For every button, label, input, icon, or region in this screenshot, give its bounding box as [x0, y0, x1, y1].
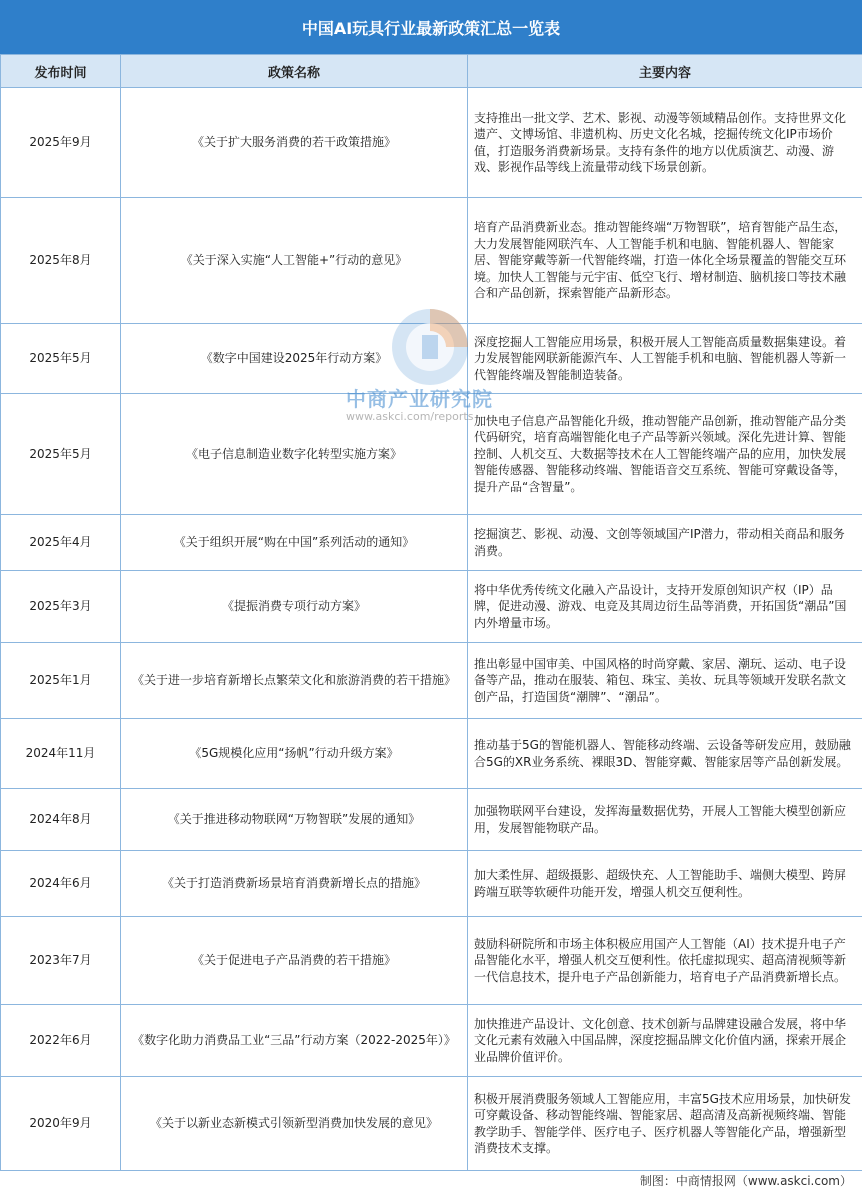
row-date: 2025年8月	[1, 198, 121, 324]
row-date: 2020年9月	[1, 1077, 121, 1171]
row-content: 将中华优秀传统文化融入产品设计，支持开发原创知识产权（IP）品牌，促进动漫、游戏、电竞及其周边衍生品等消费，开拓国货“潮品”国内外增量市场。	[468, 571, 862, 643]
row-date: 2025年1月	[1, 643, 121, 719]
row-content: 积极开展消费服务领域人工智能应用，丰富5G技术应用场景，加快研发可穿戴设备、移动智能终端、智能家居、超高清及高新视频终端、智能教学助手、智能学伴、医疗电子、医疗机器人等智能化产品，增强新型消费技术支撑。	[468, 1077, 862, 1171]
row-content: 支持推出一批文学、艺术、影视、动漫等领域精品创作。支持世界文化遗产、文博场馆、非遗机构、历史文化名城，挖掘传统文化IP市场价值，打造服务消费新场景。支持有条件的地方以优质演艺、动漫、游戏、影视作品等线上流量带动线下场景创新。	[468, 88, 862, 198]
table-row	[1, 917, 862, 1005]
row-content: 鼓励科研院所和市场主体积极应用国产人工智能（AI）技术提升电子产品智能化水平，增强人机交互便利性。依托虚拟现实、超高清视频等新一代信息技术，提升电子产品创新能力，培育电子产品消费新增长点。	[468, 917, 862, 1005]
row-content: 推出彰显中国审美、中国风格的时尚穿戴、家居、潮玩、运动、电子设备等产品，推动在服装、箱包、珠宝、美妆、玩具等领域开发联名款文创产品，打造国货“潮牌”、“潮品”。	[468, 643, 862, 719]
row-content: 挖掘演艺、影视、动漫、文创等领域国产IP潜力，带动相关商品和服务消费。	[468, 515, 862, 571]
row-policy-name: 《关于以新业态新模式引领新型消费加快发展的意见》	[121, 1077, 468, 1171]
row-date: 2024年6月	[1, 851, 121, 917]
header-content: 主要内容	[468, 55, 862, 88]
row-content: 加快推进产品设计、文化创意、技术创新与品牌建设融合发展，将中华文化元素有效融入中国品牌，深度挖掘品牌文化价值内涵，探索开展企业品牌价值评价。	[468, 1005, 862, 1077]
row-date: 2025年5月	[1, 324, 121, 394]
row-date: 2025年3月	[1, 571, 121, 643]
table-row	[1, 198, 862, 324]
policy-table	[0, 54, 862, 1171]
table-title: 中国AI玩具行业最新政策汇总一览表	[0, 0, 862, 54]
row-date: 2025年9月	[1, 88, 121, 198]
table-row	[1, 1005, 862, 1077]
row-policy-name: 《关于组织开展“购在中国”系列活动的通知》	[121, 515, 468, 571]
row-date: 2023年7月	[1, 917, 121, 1005]
table-row	[1, 515, 862, 571]
row-date: 2022年6月	[1, 1005, 121, 1077]
row-content: 推动基于5G的智能机器人、智能移动终端、云设备等研发应用，鼓励融合5G的XR业务系统、裸眼3D、智能穿戴、智能家居等产品创新发展。	[468, 719, 862, 789]
watermark-url: www.askci.com/reports	[346, 410, 474, 423]
row-policy-name: 《关于进一步培育新增长点繁荣文化和旅游消费的若干措施》	[121, 643, 468, 719]
table-row	[1, 643, 862, 719]
table-row	[1, 719, 862, 789]
row-date: 2024年8月	[1, 789, 121, 851]
row-date: 2024年11月	[1, 719, 121, 789]
table-row	[1, 789, 862, 851]
row-policy-name: 《提振消费专项行动方案》	[121, 571, 468, 643]
table-row	[1, 88, 862, 198]
row-content: 加快电子信息产品智能化升级，推动智能产品创新，推动智能产品分类代码研究，培育高端智能化电子产品等新兴领域。深化先进计算、智能控制、人机交互、大数据等技术在人工智能终端产品的应用，加快发展智能传感器、智能移动终端、智能语音交互系统、智能可穿戴设备等，提升产品“含智量”。	[468, 394, 862, 515]
row-policy-name: 《关于深入实施“人工智能+”行动的意见》	[121, 198, 468, 324]
row-policy-name: 《电子信息制造业数字化转型实施方案》	[121, 394, 468, 515]
row-date: 2025年5月	[1, 394, 121, 515]
footer-source: 制图：中商情报网（www.askci.com）	[639, 1174, 852, 1188]
row-policy-name: 《关于推进移动物联网“万物智联”发展的通知》	[121, 789, 468, 851]
header-date: 发布时间	[1, 55, 121, 88]
row-policy-name: 《数字化助力消费品工业“三品”行动方案（2022-2025年）》	[121, 1005, 468, 1077]
table-row	[1, 851, 862, 917]
row-policy-name: 《数字中国建设2025年行动方案》	[121, 324, 468, 394]
row-content: 加强物联网平台建设，发挥海量数据优势，开展人工智能大模型创新应用，发展智能物联产品。	[468, 789, 862, 851]
row-content: 培育产品消费新业态。推动智能终端“万物智联”，培育智能产品生态，大力发展智能网联汽车、人工智能手机和电脑、智能机器人、智能家居、智能穿戴等新一代智能终端，打造一体化全场景覆盖的智能交互环境。加快人工智能与元宇宙、低空飞行、增材制造、脑机接口等技术融合和产品创新，探索智能产品新形态。	[468, 198, 862, 324]
row-content: 加大柔性屏、超级摄影、超级快充、人工智能助手、端侧大模型、跨屏跨端互联等软硬件功能开发，增强人机交互便利性。	[468, 851, 862, 917]
table-row	[1, 1077, 862, 1171]
header-row	[1, 55, 862, 88]
row-policy-name: 《5G规模化应用“扬帆”行动升级方案》	[121, 719, 468, 789]
row-policy-name: 《关于扩大服务消费的若干政策措施》	[121, 88, 468, 198]
row-policy-name: 《关于打造消费新场景培育消费新增长点的措施》	[121, 851, 468, 917]
table-row	[1, 571, 862, 643]
watermark-text: 中商产业研究院	[346, 387, 493, 411]
row-date: 2025年4月	[1, 515, 121, 571]
row-content: 深度挖掘人工智能应用场景，积极开展人工智能高质量数据集建设。着力发展智能网联新能源汽车、人工智能手机和电脑、智能机器人等新一代智能终端及智能制造装备。	[468, 324, 862, 394]
header-name: 政策名称	[121, 55, 468, 88]
row-policy-name: 《关于促进电子产品消费的若干措施》	[121, 917, 468, 1005]
